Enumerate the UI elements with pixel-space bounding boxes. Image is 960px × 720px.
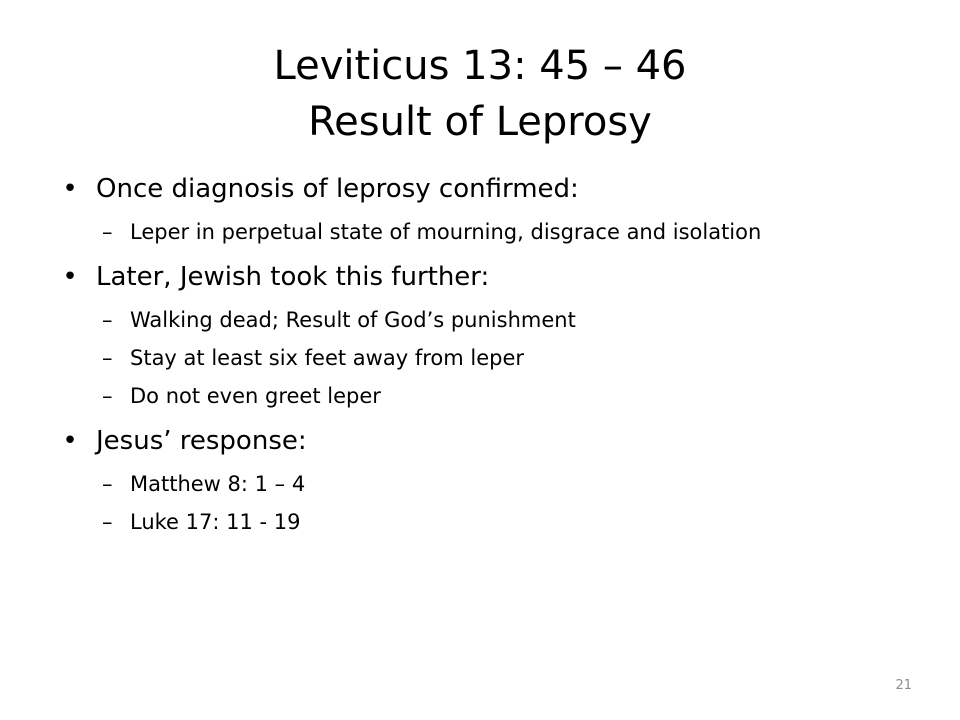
dash-icon: – (102, 510, 113, 534)
dash-icon: – (102, 384, 113, 408)
bullet-icon: • (62, 262, 78, 292)
sub-bullet-text: Do not even greet leper (130, 384, 381, 408)
bullet-item (60, 422, 920, 460)
bullet-text: Jesus’ response: (96, 426, 307, 456)
sub-bullet-text: Walking dead; Result of God’s punishment (130, 308, 576, 332)
sub-bullet-item (60, 218, 920, 246)
page-number: 21 (895, 678, 912, 693)
dash-icon: – (102, 308, 113, 332)
sub-bullet-item (60, 470, 920, 498)
bullet-item (60, 258, 920, 296)
dash-icon: – (102, 220, 113, 244)
slide-body (60, 170, 920, 536)
dash-icon: – (102, 472, 113, 496)
sub-bullet-item (60, 344, 920, 372)
sub-bullet-item (60, 306, 920, 334)
sub-bullet-text: Matthew 8: 1 – 4 (130, 472, 306, 496)
sub-bullet-text: Stay at least six feet away from leper (130, 346, 525, 370)
bullet-text: Later, Jewish took this further: (96, 262, 490, 292)
sub-bullet-item (60, 382, 920, 410)
sub-bullet-text: Leper in perpetual state of mourning, disgrace and isolation (130, 220, 762, 244)
bullet-icon: • (62, 174, 78, 204)
title-line-2: Result of Leprosy (308, 99, 652, 145)
bullet-item (60, 170, 920, 208)
title-line-1: Leviticus 13: 45 – 46 (273, 43, 687, 89)
bullet-icon: • (62, 426, 78, 456)
dash-icon: – (102, 346, 113, 370)
bullet-text: Once diagnosis of leprosy confirmed: (96, 174, 579, 204)
sub-bullet-text: Luke 17: 11 - 19 (130, 510, 301, 534)
sub-bullet-item (60, 508, 920, 536)
slide-title (48, 38, 912, 150)
